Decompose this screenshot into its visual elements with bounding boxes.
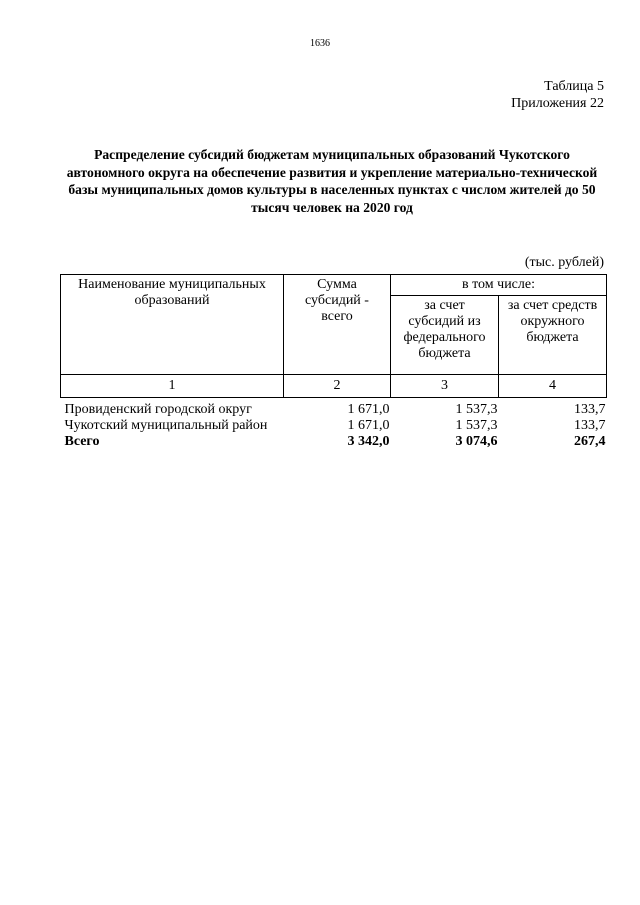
subsidy-table (60, 274, 607, 450)
row-total: 1 671,0 (347, 402, 390, 417)
column-number-2: 2 (284, 375, 391, 398)
total-row (61, 434, 607, 450)
document-title: Распределение субсидий бюджетам муниципальных образований Чукотского автономного округа на обеспечение развития и укрепление материально-технической базы муниципальных домов культуры в населенных пунктах с числом жителей до 50 тысяч человек на 2020 год (66, 147, 598, 215)
header-total: Сумма субсидий - всего (284, 275, 391, 375)
units-label: (тыс. рублей) (524, 255, 604, 270)
column-number-3: 3 (391, 375, 499, 398)
row-total: 1 671,0 (347, 418, 390, 433)
header-district: за счет средств окружного бюджета (499, 296, 607, 375)
row-name: Провиденский городской округ (64, 402, 252, 417)
row-district: 133,7 (574, 402, 606, 417)
header-name: Наименование муниципальных образований (61, 275, 284, 375)
column-number-1: 1 (61, 375, 284, 398)
total-sum: 3 342,0 (347, 434, 390, 449)
total-label: Всего (64, 434, 100, 449)
row-federal: 1 537,3 (455, 418, 498, 433)
row-district: 133,7 (574, 418, 606, 433)
table-reference-line2: Приложения 22 (511, 96, 604, 111)
table-row (61, 418, 607, 434)
table-row (61, 398, 607, 419)
table-reference-line1: Таблица 5 (544, 79, 604, 94)
table-reference (511, 78, 604, 112)
header-including: в том числе: (391, 275, 607, 296)
row-name: Чукотский муниципальный район (64, 418, 268, 433)
total-district: 267,4 (574, 434, 606, 449)
page-number: 1636 (310, 38, 330, 49)
column-number-4: 4 (499, 375, 607, 398)
row-federal: 1 537,3 (455, 402, 498, 417)
header-federal: за счет субсидий из федерального бюджета (391, 296, 499, 375)
total-federal: 3 074,6 (455, 434, 498, 449)
